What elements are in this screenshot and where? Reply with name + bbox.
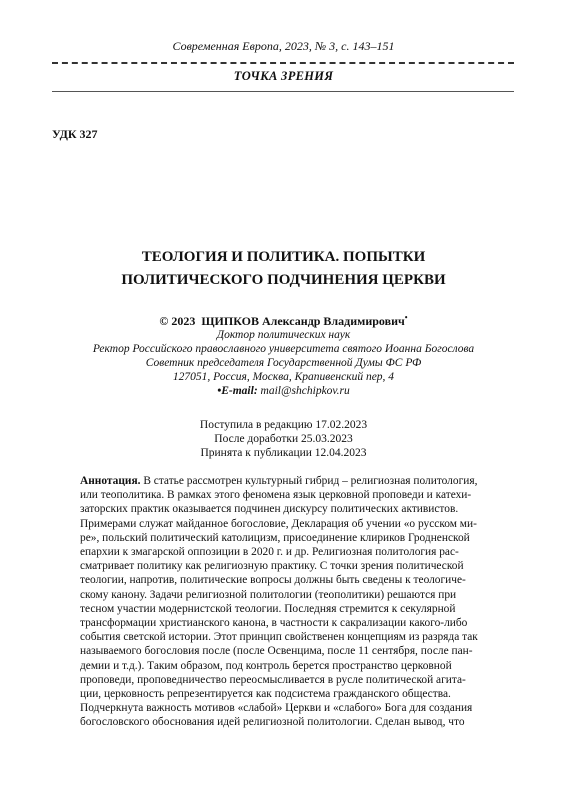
author-advisor: Советник председателя Государственной Думы ФС РФ — [145, 357, 422, 369]
abstract-line: называемого богословия после (после Освенцима, после 11 сентября, после пан- — [80, 645, 473, 658]
email-label: •E-mail: — [217, 385, 258, 397]
author-address: 127051, Россия, Москва, Крапивенский пер, 4 — [172, 371, 395, 383]
udk-code: УДК 327 — [52, 127, 98, 141]
abstract-line: заторских практик оказывается подчинен дискурсу политических активистов. — [80, 503, 459, 516]
article-title — [60, 246, 507, 292]
abstract-line: демии и т.д.). Таким образом, под контроль берется пространство церковной — [80, 659, 452, 672]
abstract-line: Подчеркнута важность мотивов «слабой» Церкви и «слабого» Бога для создания — [80, 702, 473, 715]
submission-dates — [0, 418, 567, 460]
abstract-line: сматривает политику как религиозную практику. С точки зрения политической — [80, 560, 464, 573]
date-received: Поступила в редакцию 17.02.2023 — [199, 419, 368, 431]
title-line: ТЕОЛОГИЯ И ПОЛИТИКА. ПОПЫТКИ — [141, 249, 426, 265]
author-marker: • — [404, 313, 408, 322]
journal-citation: Современная Европа, 2023, № 3, с. 143–151 — [172, 39, 395, 53]
author-email[interactable]: mail@shchipkov.ru — [260, 385, 350, 397]
abstract-line: богословского обоснования идей религиозной политологии. Сделан вывод, что — [80, 716, 465, 729]
abstract-line: епархии к змагарской оппозиции в 2020 г. и др. Религиозная политология рас- — [80, 546, 459, 559]
abstract — [80, 474, 491, 730]
abstract-line: тесном участии модернистской теологии. Последняя стремится к секулярной — [80, 602, 456, 615]
author-email-line — [0, 384, 567, 398]
abstract-line — [80, 474, 491, 488]
author-position: Ректор Российского православного университета святого Иоанна Богослова — [92, 343, 475, 355]
abstract-label: Аннотация. — [80, 475, 141, 487]
abstract-line: проповеди, проповедничество переосмысливается в русле политической агита- — [80, 673, 466, 686]
author-degree: Доктор политических наук — [216, 329, 351, 341]
abstract-line: ции, церковность репрезентируется как подсистема гражданского общества. — [80, 688, 451, 701]
title-line: ПОЛИТИЧЕСКОГО ПОДЧИНЕНИЯ ЦЕРКВИ — [121, 272, 446, 288]
author-line — [0, 313, 567, 329]
abstract-line: скому канону. Задачи религиозной политологии (теополитики) решаются при — [80, 588, 457, 601]
header-divider-thin — [52, 91, 514, 92]
abstract-line: теологии, напротив, политические вопросы должны быть сведены к теологиче- — [80, 574, 466, 587]
abstract-line: трансформации христианского канона, в частности к сакрализации какого-либо — [80, 617, 468, 630]
author-name: ЩИПКОВ Александр Владимирович — [201, 314, 405, 328]
date-accepted: Принята к публикации 12.04.2023 — [200, 447, 367, 459]
abstract-line: Примерами служат майданное богословие, Декларация об учении «о русском ми- — [80, 517, 477, 530]
section-heading: ТОЧКА ЗРЕНИЯ — [233, 69, 334, 83]
abstract-text: В статье рассмотрен культурный гибрид – религиозная политология, — [140, 475, 478, 487]
date-revised: После доработки 25.03.2023 — [214, 433, 353, 445]
abstract-line: события светской истории. Этот принцип свойственен концепциям из разряда так — [80, 631, 478, 644]
abstract-line: или теополитика. В рамках этого феномена язык церковной проповеди и катехи- — [80, 489, 472, 502]
abstract-line: ре», польский политический католицизм, присоединение клириков Гродненской — [80, 531, 470, 544]
header-divider-dashed — [52, 62, 514, 64]
copyright-year: © 2023 — [159, 314, 196, 328]
